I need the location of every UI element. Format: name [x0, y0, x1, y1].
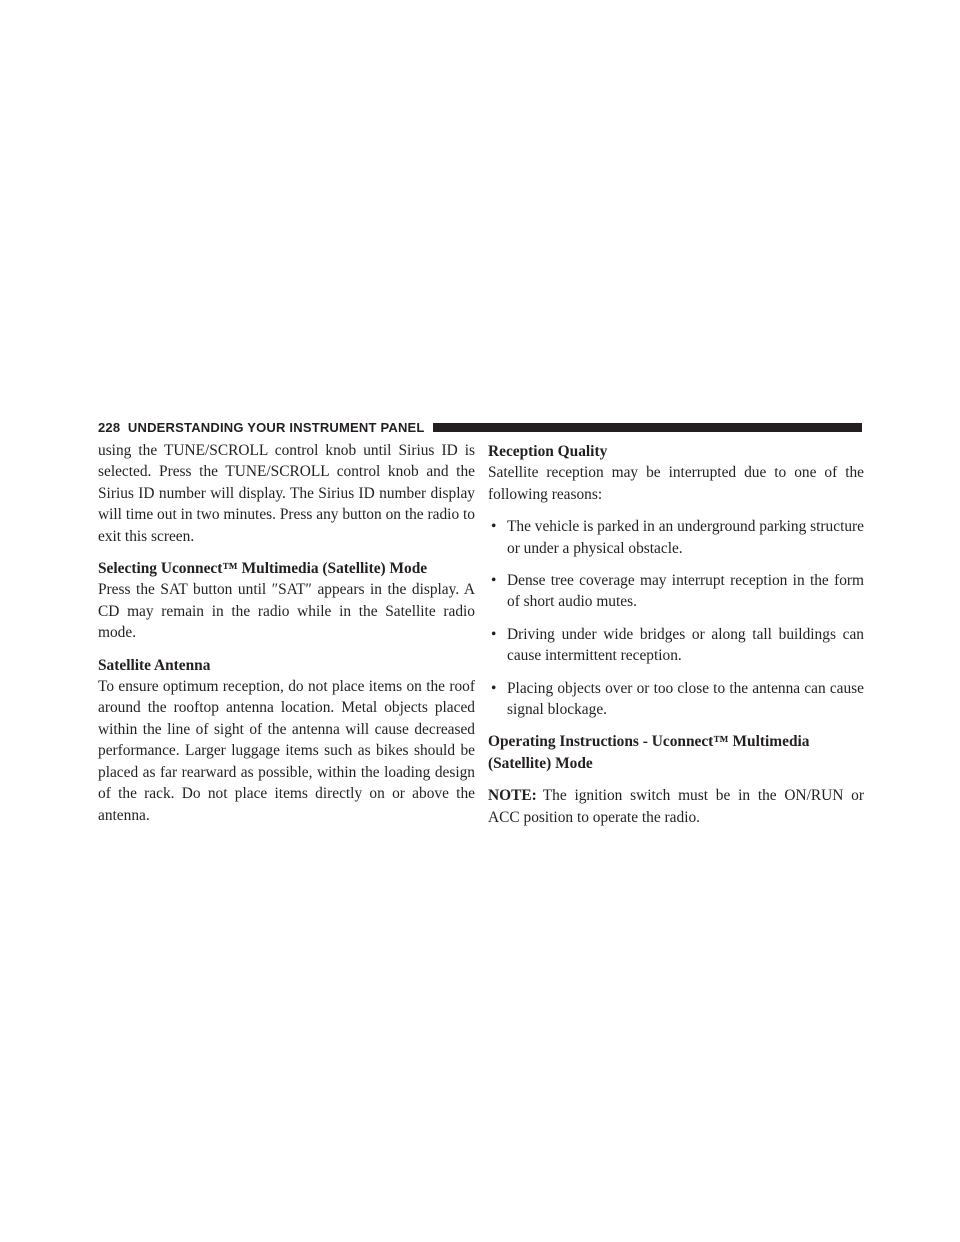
- heading-selecting-satellite-mode: Selecting Uconnect™ Multimedia (Satellite) Mode: [98, 560, 428, 578]
- list-item: [488, 570, 864, 613]
- list-item: [488, 678, 864, 721]
- heading-operating-instructions: Operating Instructions - Uconnect™ Multimedia (Satellite) Mode: [488, 733, 810, 772]
- bullet-icon: •: [491, 518, 497, 536]
- note-label: NOTE:: [488, 787, 537, 805]
- reception-bullet-list: [488, 516, 864, 720]
- bullet-text: Placing objects over or too close to the antenna can cause signal blockage.: [507, 679, 864, 719]
- page-header: [98, 418, 862, 436]
- note-paragraph: [488, 785, 864, 828]
- left-column: [98, 440, 475, 826]
- bullet-icon: •: [491, 625, 497, 643]
- selecting-satellite-mode-body: Press the SAT button until ″SAT″ appears in the display. A CD may remain in the radio while in the Satellite radio mode.: [98, 581, 475, 642]
- intro-paragraph: using the TUNE/SCROLL control knob until Sirius ID is selected. Press the TUNE/SCROLL control knob and the Sirius ID number will display. The Sirius ID number display will time out in two minutes. Press any button on the radio to exit this screen.: [98, 442, 475, 545]
- section-title: UNDERSTANDING YOUR INSTRUMENT PANEL: [127, 419, 425, 435]
- list-item: [488, 516, 864, 559]
- reception-quality-body: Satellite reception may be interrupted due to one of the following reasons:: [488, 464, 864, 503]
- heading-reception-quality: Reception Quality: [488, 443, 608, 460]
- bullet-text: Driving under wide bridges or along tall buildings can cause intermittent reception.: [507, 625, 864, 665]
- right-column: [488, 441, 864, 828]
- bullet-icon: •: [491, 572, 497, 590]
- bullet-text: Dense tree coverage may interrupt reception in the form of short audio mutes.: [507, 572, 864, 611]
- bullet-icon: •: [491, 679, 497, 697]
- page-header-text: [98, 420, 425, 435]
- heading-satellite-antenna: Satellite Antenna: [98, 656, 211, 674]
- list-item: [488, 624, 864, 667]
- satellite-antenna-body: To ensure optimum reception, do not place items on the roof around the rooftop antenna location. Metal objects placed within the line of sight of the antenna will cause decreased performance. Larger luggage items such as bikes should be placed as far rearward as possible, within the loading design of the rack. Do not place items directly on or above the antenna.: [98, 678, 475, 824]
- bullet-text: The vehicle is parked in an underground parking structure or under a physical obstacle.: [507, 518, 865, 557]
- page-number: 228: [98, 419, 121, 435]
- note-text: The ignition switch must be in the ON/RUN or ACC position to operate the radio.: [488, 787, 864, 826]
- header-rule: [433, 423, 862, 432]
